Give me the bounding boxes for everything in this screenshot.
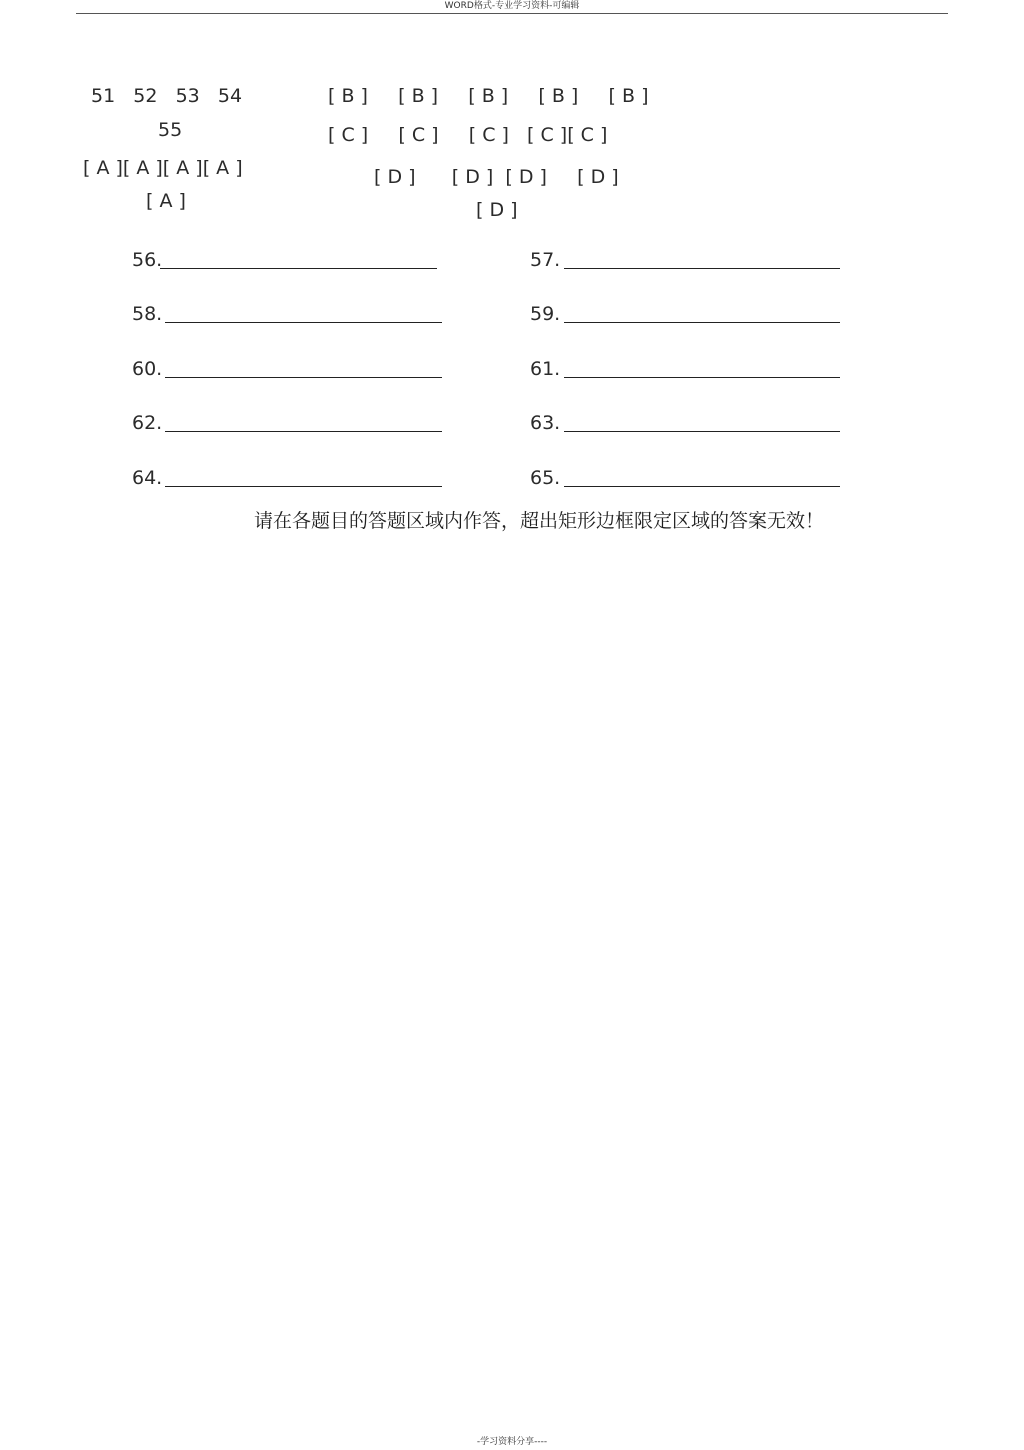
- blank-label-60: 60.: [132, 358, 163, 380]
- blank-label-58: 58.: [132, 303, 163, 325]
- answer-line-58[interactable]: [165, 322, 442, 323]
- question-numbers-line2: 55: [158, 119, 183, 141]
- answer-line-63[interactable]: [564, 431, 840, 432]
- answer-line-65[interactable]: [564, 486, 840, 487]
- blank-label-63: 63.: [530, 412, 561, 434]
- answer-area-notice: 请在各题目的答题区域内作答，超出矩形边框限定区域的答案无效！: [254, 510, 825, 532]
- option-b-line: [ B ] [ B ] [ B ] [ B ] [ B ]: [328, 85, 649, 107]
- option-c-line: [ C ] [ C ] [ C ] [ C ][ C ]: [328, 124, 608, 146]
- blank-label-59: 59.: [530, 303, 561, 325]
- page-header: WORD格式-专业学习资料-可编辑: [444, 1, 580, 11]
- blank-label-62: 62.: [132, 412, 163, 434]
- page-footer: -学习资料分享----: [476, 1437, 548, 1447]
- answer-line-62[interactable]: [165, 431, 442, 432]
- blank-label-56: 56.: [132, 249, 163, 271]
- answer-line-57[interactable]: [564, 268, 840, 269]
- blank-label-65: 65.: [530, 467, 561, 489]
- blank-label-64: 64.: [132, 467, 163, 489]
- answer-line-61[interactable]: [564, 377, 840, 378]
- question-numbers-line1: 51 52 53 54: [91, 85, 243, 107]
- blank-label-57: 57.: [530, 249, 561, 271]
- blank-label-61: 61.: [530, 358, 561, 380]
- answer-line-64[interactable]: [165, 486, 442, 487]
- option-d-line2: [ D ]: [476, 199, 518, 221]
- header-divider: [76, 13, 948, 14]
- option-d-line1: [ D ] [ D ] [ D ] [ D ]: [374, 166, 619, 188]
- answer-line-56[interactable]: [160, 268, 437, 269]
- answer-line-59[interactable]: [564, 322, 840, 323]
- option-a-line1: [ A ][ A ][ A ][ A ]: [83, 157, 243, 179]
- answer-line-60[interactable]: [165, 377, 442, 378]
- option-a-line2: [ A ]: [146, 190, 186, 212]
